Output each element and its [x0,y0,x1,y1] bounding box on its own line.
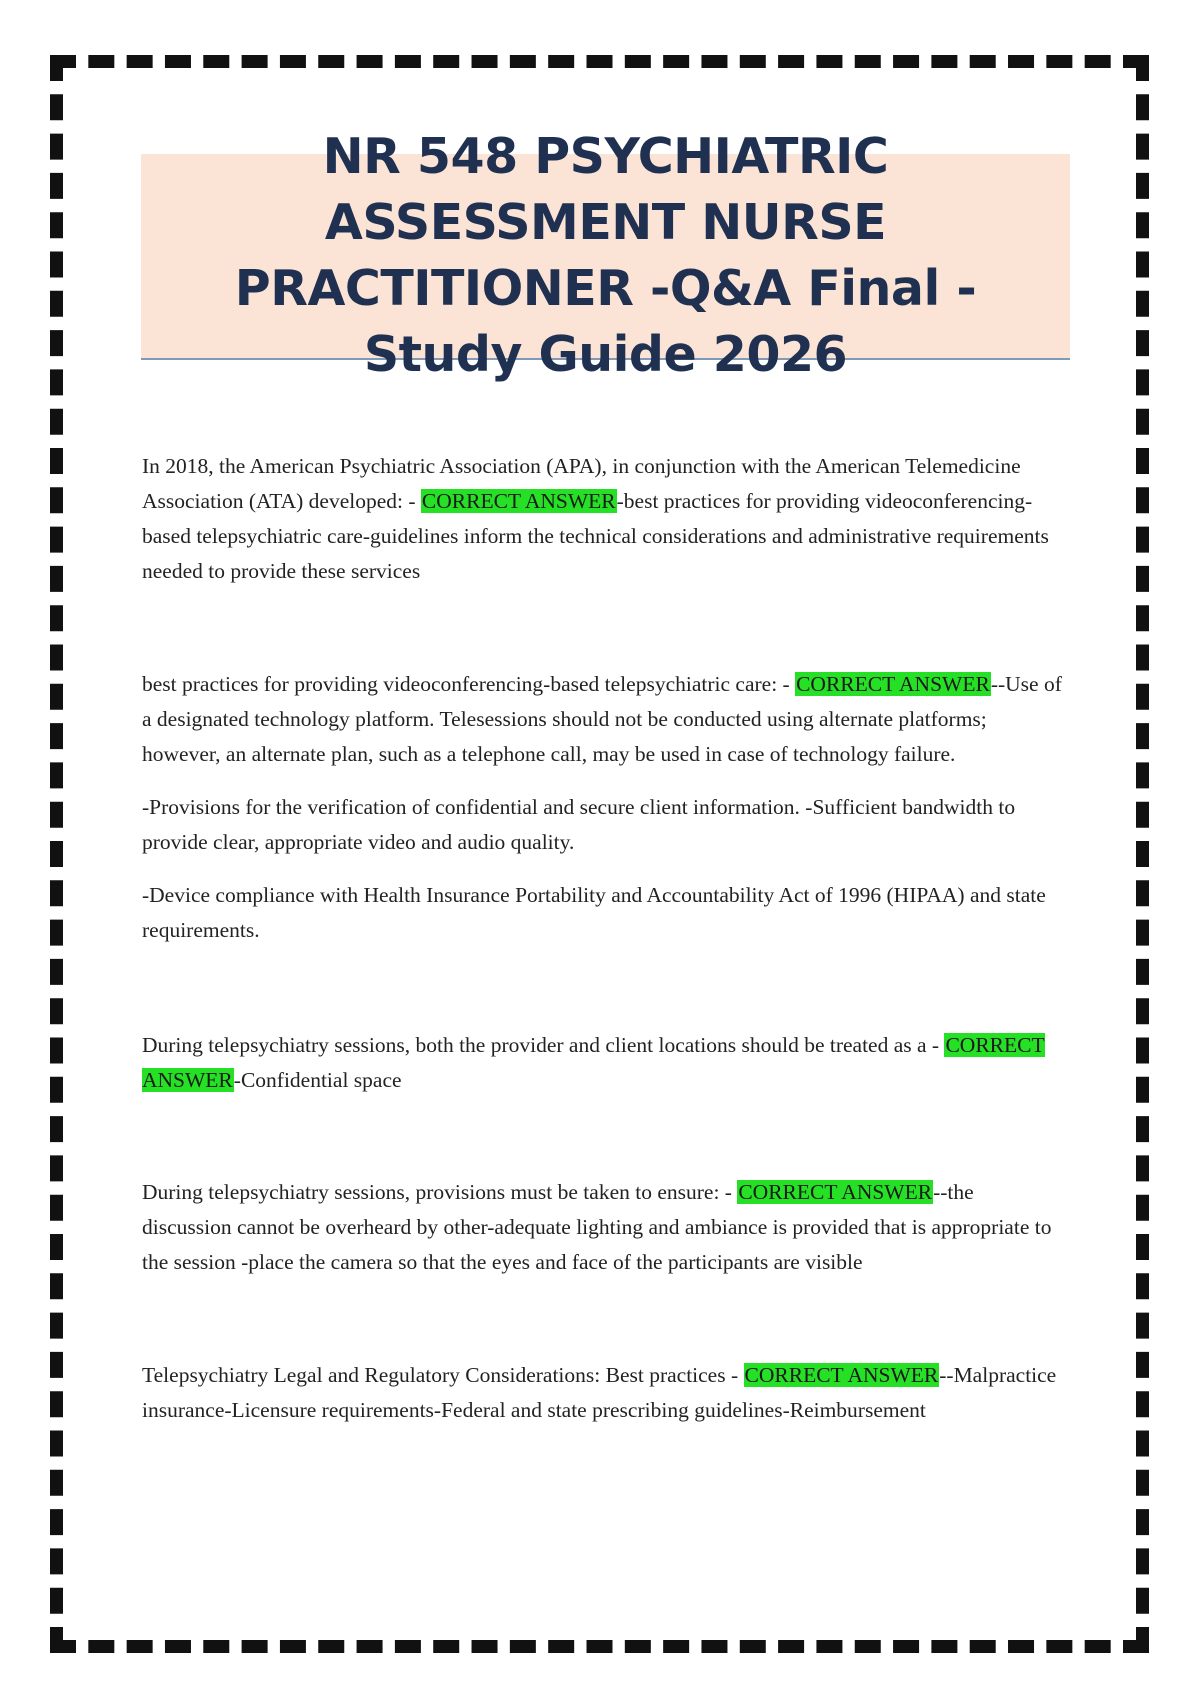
qa-item-1 [142,449,1067,589]
qa-paragraph [142,1358,1067,1428]
question-text: best practices for providing videoconferencing-based telepsychiatric care: - [142,672,796,696]
correct-answer-label: CORRECT ANSWER [421,489,616,513]
correct-answer-label: CORRECT ANSWER [142,1033,1045,1092]
question-text: Telepsychiatry Legal and Regulatory Considerations: Best practices - [142,1363,744,1387]
qa-paragraph [142,1028,1067,1098]
answer-text: --the discussion cannot be overheard by other-adequate lighting and ambiance is provided that is appropriate to the session -place the camera so that the eyes and face of the participants are visible [142,1180,1052,1274]
correct-answer-label: CORRECT ANSWER [738,1180,933,1204]
qa-item-2 [142,667,1067,948]
correct-answer-label: CORRECT ANSWER [744,1363,939,1387]
question-text: During telepsychiatry sessions, both the provider and client locations should be treated as a - [142,1033,945,1057]
answer-text: --Malpractice insurance-Licensure requirements-Federal and state prescribing guidelines-Reimbursement [142,1363,1057,1422]
answer-continuation: -Provisions for the verification of confidential and secure client information. -Sufficient bandwidth to provide clear, appropriate video and audio quality. [142,795,1016,854]
qa-item-4 [142,1175,1067,1280]
qa-paragraph [142,449,1067,589]
answer-text: -best practices for providing videoconferencing-based telepsychiatric care-guidelines inform the technical considerations and administrative requirements needed to provide these services [142,489,1049,583]
answer-text: --Use of a designated technology platform. Telesessions should not be conducted using alternate platforms; however, an alternate plan, such as a telephone call, may be used in case of technology failure. [142,672,1062,766]
qa-paragraph [142,1175,1067,1280]
qa-item-3 [142,1028,1067,1098]
title-banner [141,128,1070,383]
qa-paragraph [142,667,1067,772]
answer-continuation: -Device compliance with Health Insurance Portability and Accountability Act of 1996 (HIPAA) and state requirements. [142,883,1046,942]
document-title: NR 548 PSYCHIATRIC ASSESSMENT NURSE PRACTITIONER -Q&A Final - Study Guide 2026 [234,128,977,383]
correct-answer-label: CORRECT ANSWER [796,672,990,696]
qa-item-5 [142,1358,1067,1428]
question-text: In 2018, the American Psychiatric Association (APA), in conjunction with the American Telemedicine Association (ATA) developed: - [142,454,1021,513]
answer-text: -Confidential space [233,1068,402,1092]
question-text: During telepsychiatry sessions, provisions must be taken to ensure: - [142,1180,738,1204]
